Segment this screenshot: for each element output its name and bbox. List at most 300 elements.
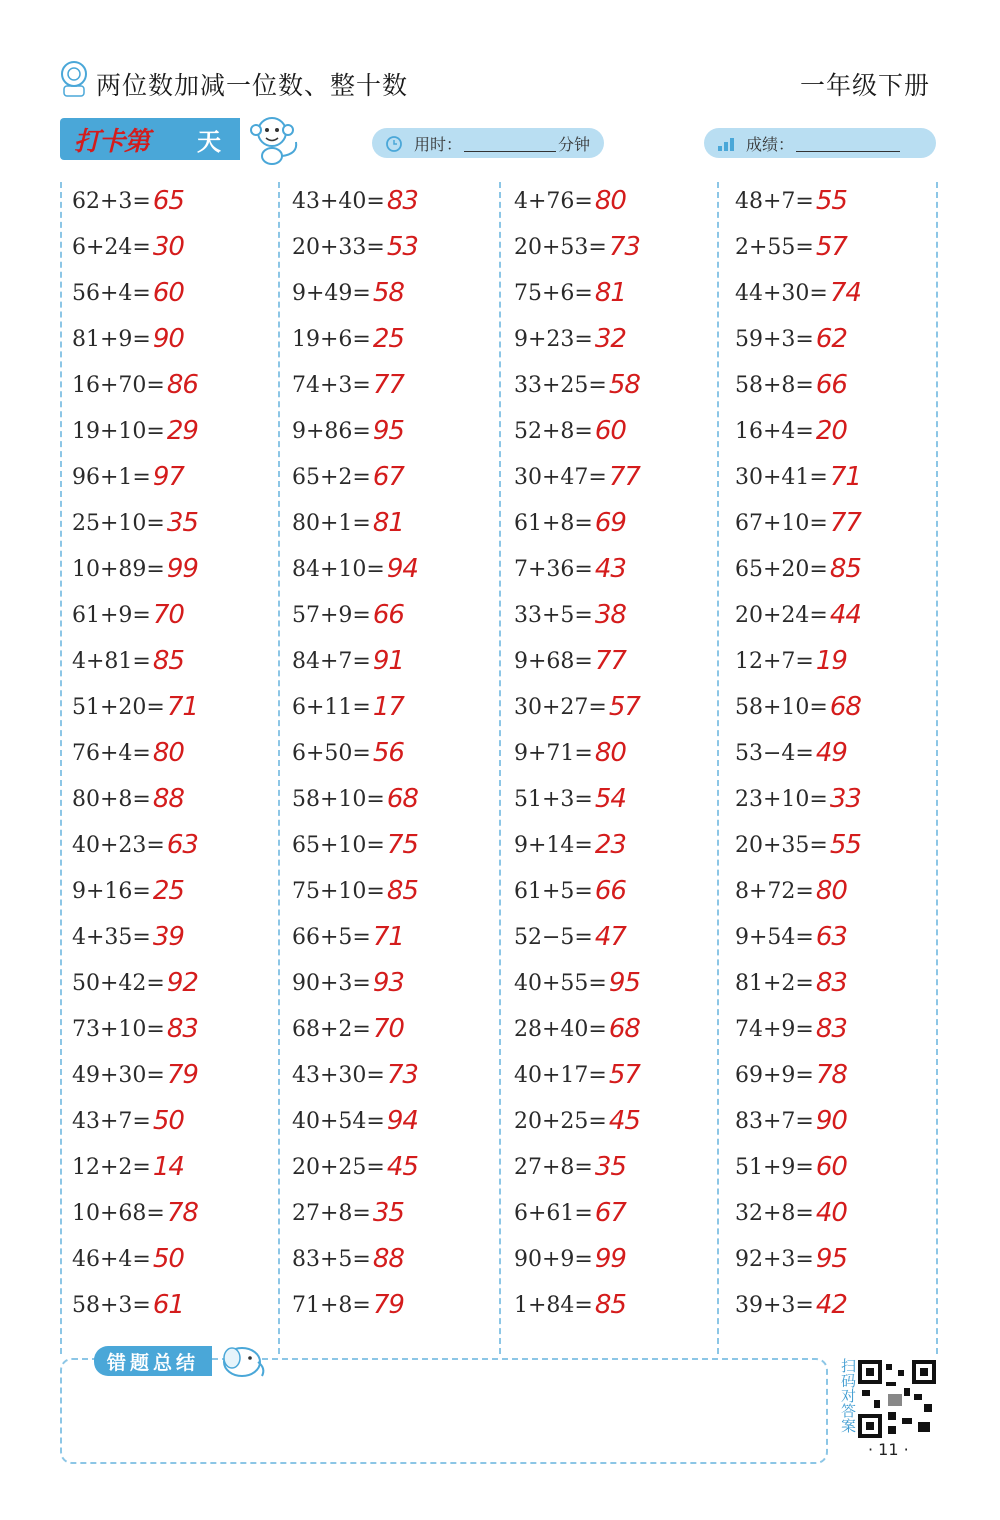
handwritten-answer[interactable]: 47	[594, 922, 626, 952]
problem-question: 58+10=	[735, 694, 828, 720]
problem-row	[292, 730, 497, 776]
handwritten-answer[interactable]: 14	[152, 1152, 184, 1182]
handwritten-answer[interactable]: 85	[594, 1290, 626, 1320]
problem-question: 75+6=	[514, 280, 593, 306]
problem-question: 80+8=	[72, 786, 151, 812]
handwritten-answer[interactable]: 56	[372, 738, 404, 768]
alarm-clock-icon	[384, 133, 404, 153]
handwritten-answer[interactable]: 99	[166, 554, 198, 584]
problem-question: 27+8=	[514, 1154, 593, 1180]
handwritten-answer[interactable]: 94	[386, 1106, 418, 1136]
mistake-summary-label: 错题总结	[94, 1346, 212, 1376]
problem-question: 4+76=	[514, 188, 593, 214]
problem-row	[292, 960, 497, 1006]
handwritten-answer[interactable]: 66	[815, 370, 847, 400]
handwritten-answer[interactable]: 61	[152, 1290, 184, 1320]
problem-question: 8+72=	[735, 878, 814, 904]
problem-question: 6+11=	[292, 694, 371, 720]
handwritten-answer[interactable]: 50	[152, 1106, 184, 1136]
problem-row	[292, 592, 497, 638]
problem-question: 90+3=	[292, 970, 371, 996]
problem-row	[735, 914, 940, 960]
problem-question: 61+5=	[514, 878, 593, 904]
handwritten-answer[interactable]: 71	[372, 922, 404, 952]
problem-question: 80+1=	[292, 510, 371, 536]
handwritten-answer[interactable]: 94	[386, 554, 418, 584]
handwritten-answer[interactable]: 95	[608, 968, 640, 998]
problem-row	[292, 1190, 497, 1236]
handwritten-answer[interactable]: 63	[166, 830, 198, 860]
problem-row	[514, 362, 719, 408]
problem-question: 20+53=	[514, 234, 607, 260]
problem-column-1	[72, 178, 277, 1328]
problem-question: 16+70=	[72, 372, 165, 398]
handwritten-answer[interactable]: 50	[152, 1244, 184, 1274]
problem-row	[735, 822, 940, 868]
problem-row	[292, 408, 497, 454]
problem-row	[292, 546, 497, 592]
problem-question: 43+40=	[292, 188, 385, 214]
problem-row	[292, 362, 497, 408]
problem-question: 76+4=	[72, 740, 151, 766]
problem-question: 52−5=	[514, 924, 593, 950]
problem-row	[72, 638, 277, 684]
problem-row	[292, 1098, 497, 1144]
handwritten-answer[interactable]: 97	[152, 462, 184, 492]
handwritten-answer[interactable]: 35	[166, 508, 198, 538]
problem-question: 43+30=	[292, 1062, 385, 1088]
handwritten-answer[interactable]: 74	[829, 278, 861, 308]
problem-row	[735, 638, 940, 684]
problem-question: 81+2=	[735, 970, 814, 996]
problem-row	[292, 638, 497, 684]
problem-row	[72, 316, 277, 362]
score-field	[704, 128, 936, 158]
problem-row	[514, 822, 719, 868]
problem-question: 9+54=	[735, 924, 814, 950]
problem-row	[292, 316, 497, 362]
column-divider	[278, 182, 280, 1354]
problem-row	[72, 1098, 277, 1144]
problem-row	[514, 500, 719, 546]
problem-question: 62+3=	[72, 188, 151, 214]
problem-row	[72, 1052, 277, 1098]
problem-question: 4+35=	[72, 924, 151, 950]
handwritten-answer[interactable]: 25	[372, 324, 404, 354]
handwritten-answer[interactable]: 55	[815, 186, 847, 216]
handwritten-answer[interactable]: 25	[152, 876, 184, 906]
monkey-icon	[244, 112, 304, 166]
problem-question: 1+84=	[514, 1292, 593, 1318]
problem-question: 19+10=	[72, 418, 165, 444]
handwritten-answer[interactable]: 81	[594, 278, 626, 308]
problem-question: 83+7=	[735, 1108, 814, 1134]
problem-question: 52+8=	[514, 418, 593, 444]
problem-row	[514, 592, 719, 638]
checkin-banner	[60, 118, 240, 160]
column-divider	[60, 182, 62, 1354]
handwritten-answer[interactable]: 90	[815, 1106, 847, 1136]
problem-question: 90+9=	[514, 1246, 593, 1272]
handwritten-answer[interactable]: 23	[594, 830, 626, 860]
handwritten-answer[interactable]: 19	[815, 646, 847, 676]
handwritten-answer[interactable]: 33	[829, 784, 861, 814]
problem-row	[292, 1006, 497, 1052]
problem-question: 30+47=	[514, 464, 607, 490]
problem-question: 27+8=	[292, 1200, 371, 1226]
problem-row	[514, 914, 719, 960]
problem-row	[735, 684, 940, 730]
handwritten-answer[interactable]: 39	[152, 922, 184, 952]
problem-question: 65+2=	[292, 464, 371, 490]
problem-question: 19+6=	[292, 326, 371, 352]
elephant-icon	[212, 1338, 268, 1382]
problem-row	[72, 914, 277, 960]
column-divider	[499, 182, 501, 1354]
problem-question: 23+10=	[735, 786, 828, 812]
problem-row	[72, 454, 277, 500]
problem-row	[514, 546, 719, 592]
problem-question: 44+30=	[735, 280, 828, 306]
problem-row	[735, 362, 940, 408]
problem-row	[72, 546, 277, 592]
handwritten-answer[interactable]: 95	[815, 1244, 847, 1274]
problem-row	[735, 1236, 940, 1282]
problem-question: 16+4=	[735, 418, 814, 444]
problem-row	[514, 638, 719, 684]
problem-row	[72, 362, 277, 408]
problem-row	[735, 776, 940, 822]
handwritten-answer[interactable]: 60	[815, 1152, 847, 1182]
handwritten-answer[interactable]: 77	[829, 508, 861, 538]
problem-question: 32+8=	[735, 1200, 814, 1226]
problem-row	[72, 776, 277, 822]
problem-row	[292, 1282, 497, 1328]
problem-row	[514, 684, 719, 730]
lion-logo-icon	[58, 60, 90, 98]
handwritten-answer[interactable]: 85	[386, 876, 418, 906]
handwritten-answer[interactable]: 29	[166, 416, 198, 446]
handwritten-answer[interactable]: 17	[372, 692, 404, 722]
problem-row	[514, 408, 719, 454]
problem-question: 81+9=	[72, 326, 151, 352]
problem-row	[72, 730, 277, 776]
handwritten-answer[interactable]: 54	[594, 784, 626, 814]
problem-row	[735, 730, 940, 776]
problem-row	[72, 684, 277, 730]
handwritten-answer[interactable]: 91	[372, 646, 404, 676]
problem-question: 61+8=	[514, 510, 593, 536]
problem-question: 74+9=	[735, 1016, 814, 1042]
problem-row	[292, 1144, 497, 1190]
problem-row	[735, 1052, 940, 1098]
problem-row	[514, 776, 719, 822]
handwritten-answer[interactable]: 63	[815, 922, 847, 952]
problem-row	[292, 868, 497, 914]
problem-question: 25+10=	[72, 510, 165, 536]
handwritten-answer[interactable]: 78	[166, 1198, 198, 1228]
problem-row	[514, 316, 719, 362]
problem-row	[292, 500, 497, 546]
problem-question: 20+35=	[735, 832, 828, 858]
problem-row	[72, 868, 277, 914]
checkin-prefix: 打卡第	[74, 126, 150, 157]
problem-row	[292, 1236, 497, 1282]
handwritten-answer[interactable]: 57	[608, 692, 640, 722]
handwritten-answer[interactable]: 66	[594, 876, 626, 906]
problem-question: 56+4=	[72, 280, 151, 306]
handwritten-answer[interactable]: 77	[608, 462, 640, 492]
problem-question: 43+7=	[72, 1108, 151, 1134]
problem-question: 68+2=	[292, 1016, 371, 1042]
problem-row	[514, 1052, 719, 1098]
handwritten-answer[interactable]: 81	[372, 508, 404, 538]
trophy-icon	[716, 133, 736, 153]
problem-row	[72, 592, 277, 638]
problem-question: 12+7=	[735, 648, 814, 674]
problem-row	[514, 1190, 719, 1236]
handwritten-answer[interactable]: 80	[152, 738, 184, 768]
handwritten-answer[interactable]: 88	[152, 784, 184, 814]
checkin-suffix: 天	[197, 127, 225, 156]
problem-question: 92+3=	[735, 1246, 814, 1272]
problem-row	[292, 270, 497, 316]
handwritten-answer[interactable]: 99	[594, 1244, 626, 1274]
problem-question: 9+14=	[514, 832, 593, 858]
handwritten-answer[interactable]: 95	[372, 416, 404, 446]
problem-row	[735, 868, 940, 914]
handwritten-answer[interactable]: 77	[594, 646, 626, 676]
handwritten-answer[interactable]: 80	[594, 186, 626, 216]
problem-row	[292, 224, 497, 270]
handwritten-answer[interactable]: 88	[372, 1244, 404, 1274]
problem-question: 40+55=	[514, 970, 607, 996]
handwritten-answer[interactable]: 53	[386, 232, 418, 262]
problem-question: 9+71=	[514, 740, 593, 766]
problem-column-4	[735, 178, 940, 1328]
problem-row	[735, 1190, 940, 1236]
handwritten-answer[interactable]: 58	[608, 370, 640, 400]
problem-question: 39+3=	[735, 1292, 814, 1318]
problem-question: 9+68=	[514, 648, 593, 674]
handwritten-answer[interactable]: 45	[386, 1152, 418, 1182]
page-number: · 11 ·	[868, 1440, 909, 1459]
handwritten-answer[interactable]: 20	[815, 416, 847, 446]
handwritten-answer[interactable]: 78	[815, 1060, 847, 1090]
problem-question: 67+10=	[735, 510, 828, 536]
problem-question: 51+3=	[514, 786, 593, 812]
problem-question: 84+7=	[292, 648, 371, 674]
handwritten-answer[interactable]: 83	[166, 1014, 198, 1044]
time-field	[372, 128, 604, 158]
problem-question: 53−4=	[735, 740, 814, 766]
problem-row	[514, 224, 719, 270]
problem-row	[72, 408, 277, 454]
problem-column-2	[292, 178, 497, 1328]
problem-question: 96+1=	[72, 464, 151, 490]
problem-row	[735, 1144, 940, 1190]
problem-row	[72, 960, 277, 1006]
problem-question: 10+89=	[72, 556, 165, 582]
handwritten-answer[interactable]: 85	[829, 554, 861, 584]
handwritten-answer[interactable]: 58	[372, 278, 404, 308]
handwritten-answer[interactable]: 80	[815, 876, 847, 906]
problem-question: 40+17=	[514, 1062, 607, 1088]
problem-row	[514, 1144, 719, 1190]
problem-question: 9+16=	[72, 878, 151, 904]
problem-row	[514, 730, 719, 776]
handwritten-answer[interactable]: 93	[372, 968, 404, 998]
problem-row	[72, 822, 277, 868]
score-input-line[interactable]	[796, 135, 900, 152]
problem-question: 58+3=	[72, 1292, 151, 1318]
handwritten-answer[interactable]: 49	[815, 738, 847, 768]
handwritten-answer[interactable]: 66	[372, 600, 404, 630]
problem-question: 58+8=	[735, 372, 814, 398]
problem-row	[72, 178, 277, 224]
problem-question: 59+3=	[735, 326, 814, 352]
time-input-line[interactable]	[464, 135, 556, 152]
time-label: 用时：	[414, 134, 463, 154]
problem-row	[292, 776, 497, 822]
problem-row	[72, 1282, 277, 1328]
problem-question: 20+25=	[514, 1108, 607, 1134]
problem-question: 4+81=	[72, 648, 151, 674]
handwritten-answer[interactable]: 83	[815, 968, 847, 998]
handwritten-answer[interactable]: 42	[815, 1290, 847, 1320]
handwritten-answer[interactable]: 86	[166, 370, 198, 400]
handwritten-answer[interactable]: 35	[372, 1198, 404, 1228]
problem-row	[72, 500, 277, 546]
handwritten-answer[interactable]: 40	[815, 1198, 847, 1228]
handwritten-answer[interactable]: 60	[594, 416, 626, 446]
handwritten-answer[interactable]: 30	[152, 232, 184, 262]
problem-question: 51+9=	[735, 1154, 814, 1180]
problem-row	[514, 178, 719, 224]
score-label: 成绩：	[746, 134, 795, 154]
handwritten-answer[interactable]: 60	[152, 278, 184, 308]
handwritten-answer[interactable]: 80	[594, 738, 626, 768]
qr-code-icon[interactable]	[858, 1360, 936, 1438]
handwritten-answer[interactable]: 68	[608, 1014, 640, 1044]
handwritten-answer[interactable]: 83	[386, 186, 418, 216]
problem-question: 20+33=	[292, 234, 385, 260]
problem-question: 6+61=	[514, 1200, 593, 1226]
problem-row	[292, 684, 497, 730]
grade-label: 一年级下册	[799, 71, 930, 100]
problem-column-3	[514, 178, 719, 1328]
handwritten-answer[interactable]: 70	[152, 600, 184, 630]
handwritten-answer[interactable]: 67	[372, 462, 404, 492]
problem-question: 51+20=	[72, 694, 165, 720]
problem-row	[514, 270, 719, 316]
handwritten-answer[interactable]: 55	[829, 830, 861, 860]
problem-question: 12+2=	[72, 1154, 151, 1180]
problem-row	[292, 454, 497, 500]
problem-question: 33+5=	[514, 602, 593, 628]
handwritten-answer[interactable]: 69	[594, 508, 626, 538]
handwritten-answer[interactable]: 68	[829, 692, 861, 722]
handwritten-answer[interactable]: 65	[152, 186, 184, 216]
problem-row	[514, 960, 719, 1006]
handwritten-answer[interactable]: 79	[166, 1060, 198, 1090]
handwritten-answer[interactable]: 83	[815, 1014, 847, 1044]
problem-question: 49+30=	[72, 1062, 165, 1088]
problem-row	[72, 224, 277, 270]
problem-row	[735, 546, 940, 592]
problem-row	[735, 960, 940, 1006]
problem-question: 9+23=	[514, 326, 593, 352]
problem-question: 65+10=	[292, 832, 385, 858]
problem-question: 83+5=	[292, 1246, 371, 1272]
problem-question: 61+9=	[72, 602, 151, 628]
handwritten-answer[interactable]: 67	[594, 1198, 626, 1228]
problem-row	[292, 822, 497, 868]
handwritten-answer[interactable]: 79	[372, 1290, 404, 1320]
handwritten-answer[interactable]: 85	[152, 646, 184, 676]
qr-label: 扫码对答案	[839, 1358, 857, 1433]
problem-question: 58+10=	[292, 786, 385, 812]
problem-row	[514, 1236, 719, 1282]
handwritten-answer[interactable]: 57	[608, 1060, 640, 1090]
handwritten-answer[interactable]: 70	[372, 1014, 404, 1044]
handwritten-answer[interactable]: 71	[166, 692, 198, 722]
handwritten-answer[interactable]: 43	[594, 554, 626, 584]
handwritten-answer[interactable]: 71	[829, 462, 861, 492]
problem-question: 10+68=	[72, 1200, 165, 1226]
problem-question: 69+9=	[735, 1062, 814, 1088]
problem-row	[514, 454, 719, 500]
problem-question: 30+27=	[514, 694, 607, 720]
problem-question: 7+36=	[514, 556, 593, 582]
handwritten-answer[interactable]: 32	[594, 324, 626, 354]
handwritten-answer[interactable]: 73	[608, 232, 640, 262]
handwritten-answer[interactable]: 68	[386, 784, 418, 814]
problem-row	[72, 1236, 277, 1282]
problem-row	[735, 408, 940, 454]
problem-row	[72, 1144, 277, 1190]
problem-row	[735, 178, 940, 224]
handwritten-answer[interactable]: 92	[166, 968, 198, 998]
problem-row	[292, 914, 497, 960]
handwritten-answer[interactable]: 62	[815, 324, 847, 354]
problem-question: 84+10=	[292, 556, 385, 582]
problem-row	[72, 1006, 277, 1052]
problem-question: 2+55=	[735, 234, 814, 260]
handwritten-answer[interactable]: 73	[386, 1060, 418, 1090]
problem-row	[514, 1282, 719, 1328]
handwritten-answer[interactable]: 35	[594, 1152, 626, 1182]
problem-row	[514, 1098, 719, 1144]
problem-question: 66+5=	[292, 924, 371, 950]
handwritten-answer[interactable]: 45	[608, 1106, 640, 1136]
problem-question: 71+8=	[292, 1292, 371, 1318]
problem-row	[735, 1098, 940, 1144]
problem-row	[735, 592, 940, 638]
handwritten-answer[interactable]: 90	[152, 324, 184, 354]
problem-question: 30+41=	[735, 464, 828, 490]
problem-question: 74+3=	[292, 372, 371, 398]
handwritten-answer[interactable]: 77	[372, 370, 404, 400]
time-unit: 分钟	[558, 134, 591, 154]
problem-row	[292, 1052, 497, 1098]
handwritten-answer[interactable]: 75	[386, 830, 418, 860]
handwritten-answer[interactable]: 38	[594, 600, 626, 630]
handwritten-answer[interactable]: 57	[815, 232, 847, 262]
problem-question: 40+54=	[292, 1108, 385, 1134]
problem-question: 65+20=	[735, 556, 828, 582]
handwritten-answer[interactable]: 44	[829, 600, 861, 630]
